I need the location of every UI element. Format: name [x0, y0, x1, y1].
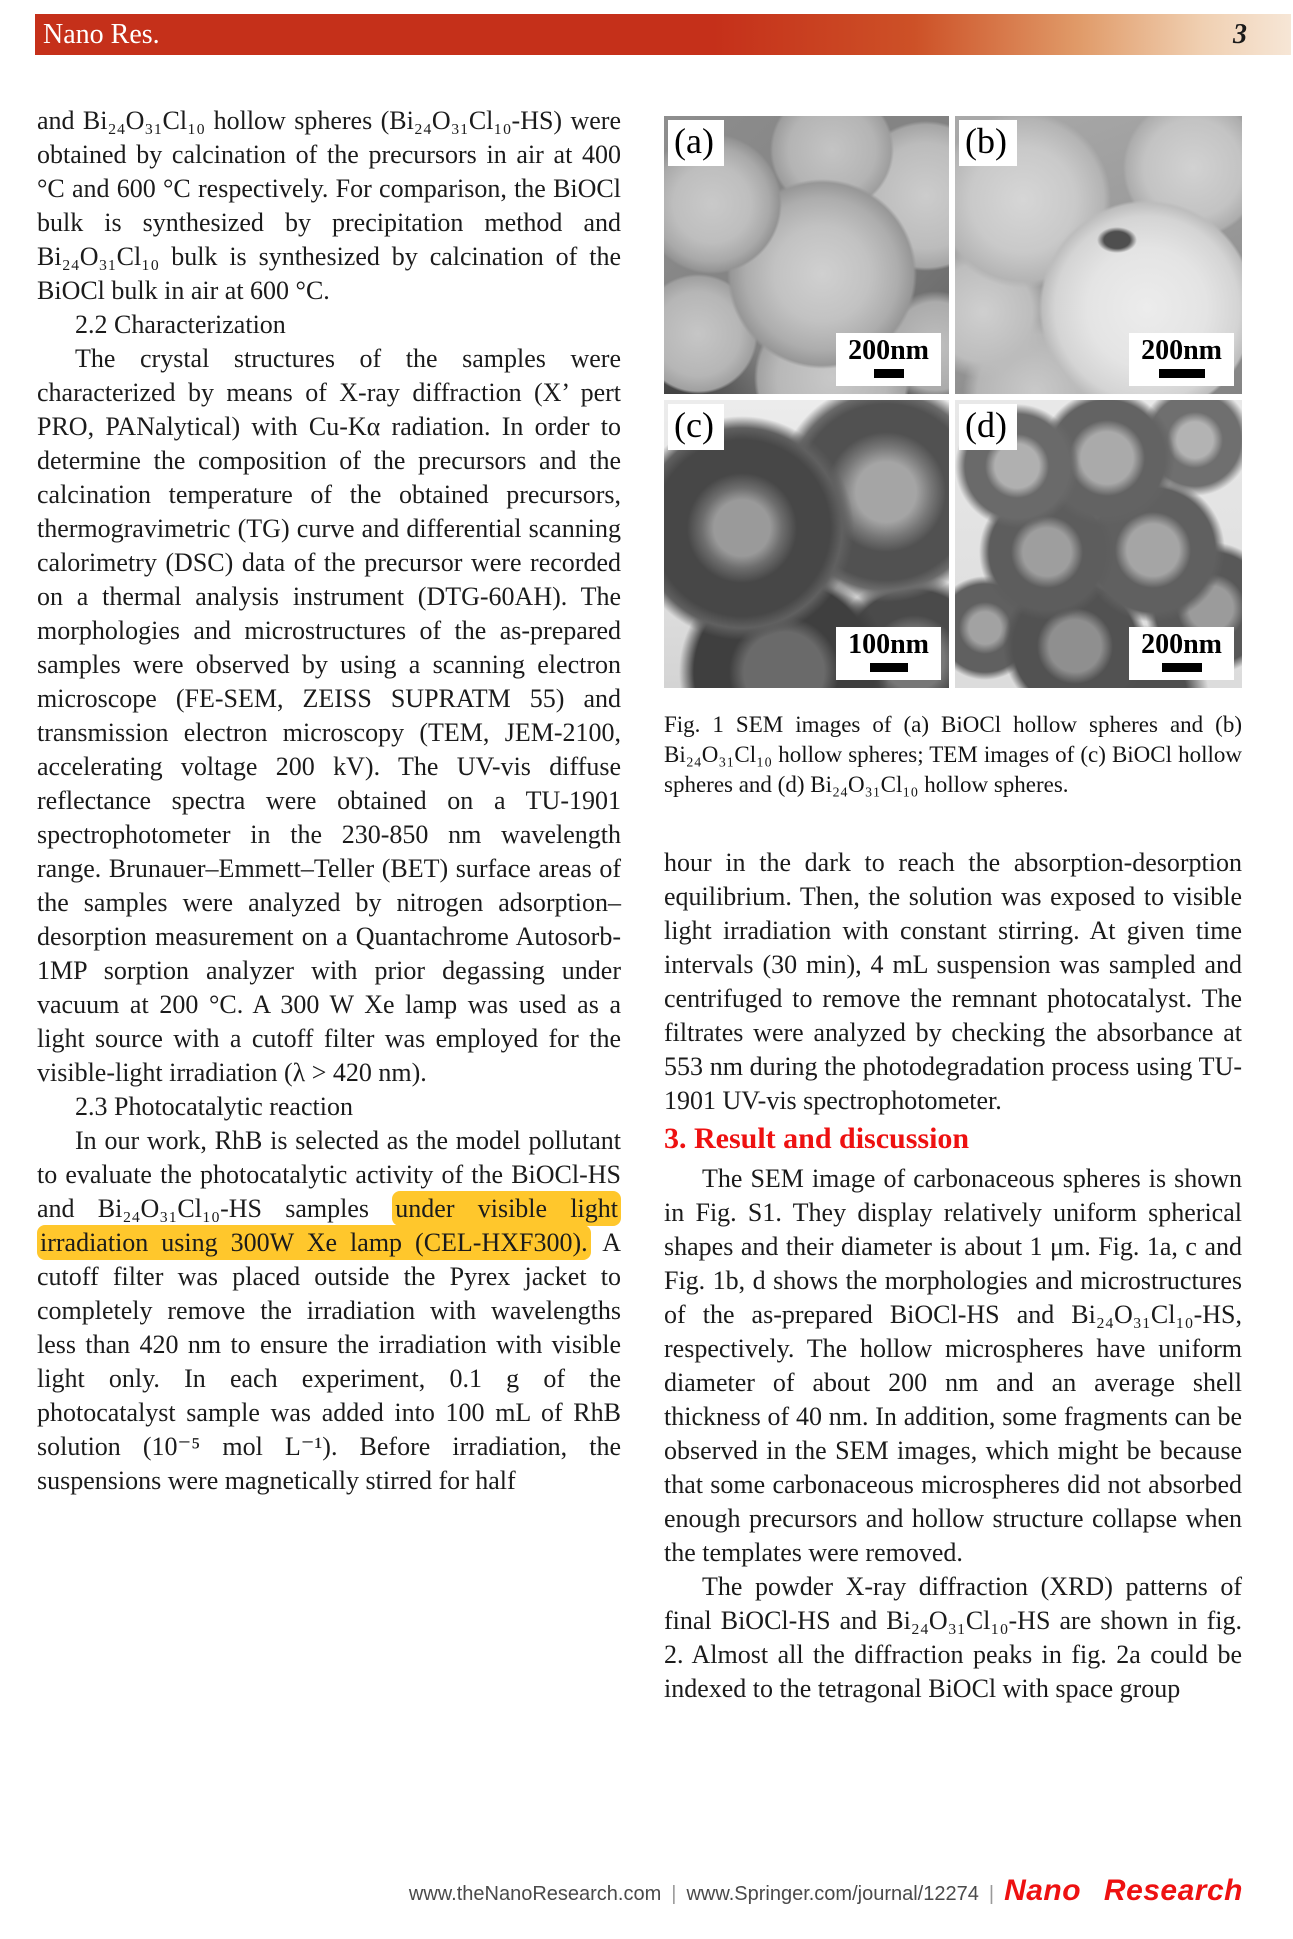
scale-label-a: 200nm — [848, 335, 929, 366]
scale-bar-a — [874, 369, 904, 378]
footer-logo-nano-research: Nano Research — [1004, 1874, 1243, 1907]
panel-label-d: (d) — [959, 404, 1017, 450]
right-column — [664, 116, 1242, 1706]
scale-label-d: 200nm — [1141, 629, 1222, 660]
scale-box-d — [1129, 627, 1234, 680]
footer-separator-1: | — [671, 1883, 677, 1905]
paragraph-xrd-results: The powder X-ray diffraction (XRD) patterns of final BiOCl-HS and Bi₂₄O₃₁Cl₁₀-HS are shown in fig. 2. Almost all the diffraction peaks in fig. 2a could be indexed to the tetragonal BiOCl with space group — [664, 1572, 1242, 1703]
paragraph-characterization: The crystal structures of the samples were characterized by means of X-ray diffraction (X’ pert PRO, PANalytical) with Cu-Kα radiation. In order to determine the composition of the precursors and the calcination temperature of the obtained precursors, thermogravimetric (TG) curve and differential scanning calorimetry (DSC) data of the precursor were recorded on a thermal analysis instrument (DTG-60AH). The morphologies and microstructures of the as-prepared samples were observed by using a scanning electron microscope (FE-SEM, ZEISS SUPRATM 55) and transmission electron microscopy (TEM, JEM-2100, accelerating voltage 200 kV). The UV-vis diffuse reflectance spectra were obtained on a TU-1901 spectrophotometer in the 230-850 nm wavelength range. Brunauer–Emmett–Teller (BET) surface areas of the samples were analyzed by nitrogen adsorption–desorption measurement on a Quantachrome Autosorb-1MP sorption analyzer with prior degassing under vacuum at 200 °C. A 300 W Xe lamp was used as a light source with a cutoff filter was employed for the visible-light irradiation (λ > 420 nm). — [37, 344, 621, 1087]
scale-box-a — [836, 333, 941, 386]
panel-label-a: (a) — [668, 120, 724, 166]
panel-label-c: (c) — [668, 404, 724, 450]
left-column — [37, 104, 621, 1498]
scale-bar-c — [870, 663, 908, 672]
paragraph-photoreaction-continued: hour in the dark to reach the absorption-desorption equilibrium. Then, the solution was exposed to visible light irradiation with constant stirring. At given time intervals (30 min), 4 mL suspension was sampled and centrifuged to remove the remnant photocatalyst. The filtrates were analyzed by checking the absorbance at 553 nm during the photodegradation process using TU-1901 UV-vis spectrophotometer. — [664, 848, 1242, 1115]
figure-1 — [664, 116, 1242, 688]
scale-label-b: 200nm — [1141, 335, 1222, 366]
photocatalytic-text-post: A cutoff filter was placed outside the Pyrex jacket to completely remove the irradiation with wavelengths less than 420 nm to ensure the irradiation with visible light only. In each experiment, 0.1 g of the photocatalyst sample was added into 100 mL of RhB solution (10⁻⁵ mol L⁻¹). Before irradiation, the suspensions were magnetically stirred for half — [37, 1228, 621, 1495]
scale-bar-b — [1159, 369, 1205, 378]
journal-name: Nano Res. — [43, 19, 160, 50]
footer-separator-2: | — [988, 1883, 995, 1905]
heading-2-3-photocatalytic: 2.3 Photocatalytic reaction — [75, 1092, 353, 1121]
photocatalytic-text-pre: In our work, RhB is selected as the model pollutant to evaluate the photocatalytic activity of the BiOCl-HS and Bi₂₄O₃₁Cl₁₀-HS samples — [37, 1126, 621, 1223]
paragraph-synthesis: and Bi₂₄O₃₁Cl₁₀ hollow spheres (Bi₂₄O₃₁Cl₁₀-HS) were obtained by calcination of the precursors in air at 400 °C and 600 °C respectively. For comparison, the BiOCl bulk is synthesized by precipitation method and Bi₂₄O₃₁Cl₁₀ bulk is synthesized by calcination of the BiOCl bulk in air at 600 °C. — [37, 106, 621, 305]
scale-label-c: 100nm — [848, 629, 929, 660]
paragraph-photocatalytic — [37, 1124, 621, 1498]
scale-box-c — [836, 627, 941, 680]
footer — [0, 1874, 1243, 1908]
figure-panel-c-tem-biocl — [664, 400, 949, 688]
heading-3-result-discussion: 3. Result and discussion — [664, 1122, 970, 1155]
scale-bar-d — [1162, 663, 1202, 672]
figure-panel-d-tem-bi24o31cl10 — [955, 400, 1242, 688]
header-bar — [35, 14, 1291, 55]
figure-panel-b-sem-bi24o31cl10 — [955, 116, 1242, 394]
panel-label-b: (b) — [959, 120, 1017, 166]
highlighted-text: under visible light irradiation using 300W Xe lamp (CEL-HXF300). — [37, 1191, 621, 1260]
figure-caption: Fig. 1 SEM images of (a) BiOCl hollow spheres and (b) Bi₂₄O₃₁Cl₁₀ hollow spheres; TEM images of (c) BiOCl hollow spheres and (d) Bi₂₄O₃₁Cl₁₀ hollow spheres. — [664, 712, 1242, 797]
paragraph-sem-results: The SEM image of carbonaceous spheres is shown in Fig. S1. They display relatively uniform spherical shapes and their diameter is about 1 μm. Fig. 1a, c and Fig. 1b, d shows the morphologies and microstructures of the as-prepared BiOCl-HS and Bi₂₄O₃₁Cl₁₀-HS, respectively. The hollow microspheres have uniform diameter of about 200 nm and an average shell thickness of 40 nm. In addition, some fragments can be observed in the SEM images, which might be because that some carbonaceous microspheres did not absorbed enough precursors and hollow structure collapse when the templates were removed. — [664, 1164, 1242, 1567]
scale-box-b — [1129, 333, 1234, 386]
heading-2-2-characterization: 2.2 Characterization — [75, 310, 286, 339]
page-number: 3 — [1233, 19, 1247, 50]
figure-panel-a-sem-biocl — [664, 116, 949, 394]
footer-url-nanoresearch: www.theNanoResearch.com — [408, 1883, 662, 1905]
footer-url-springer: www.Springer.com/journal/12274 — [686, 1883, 979, 1905]
